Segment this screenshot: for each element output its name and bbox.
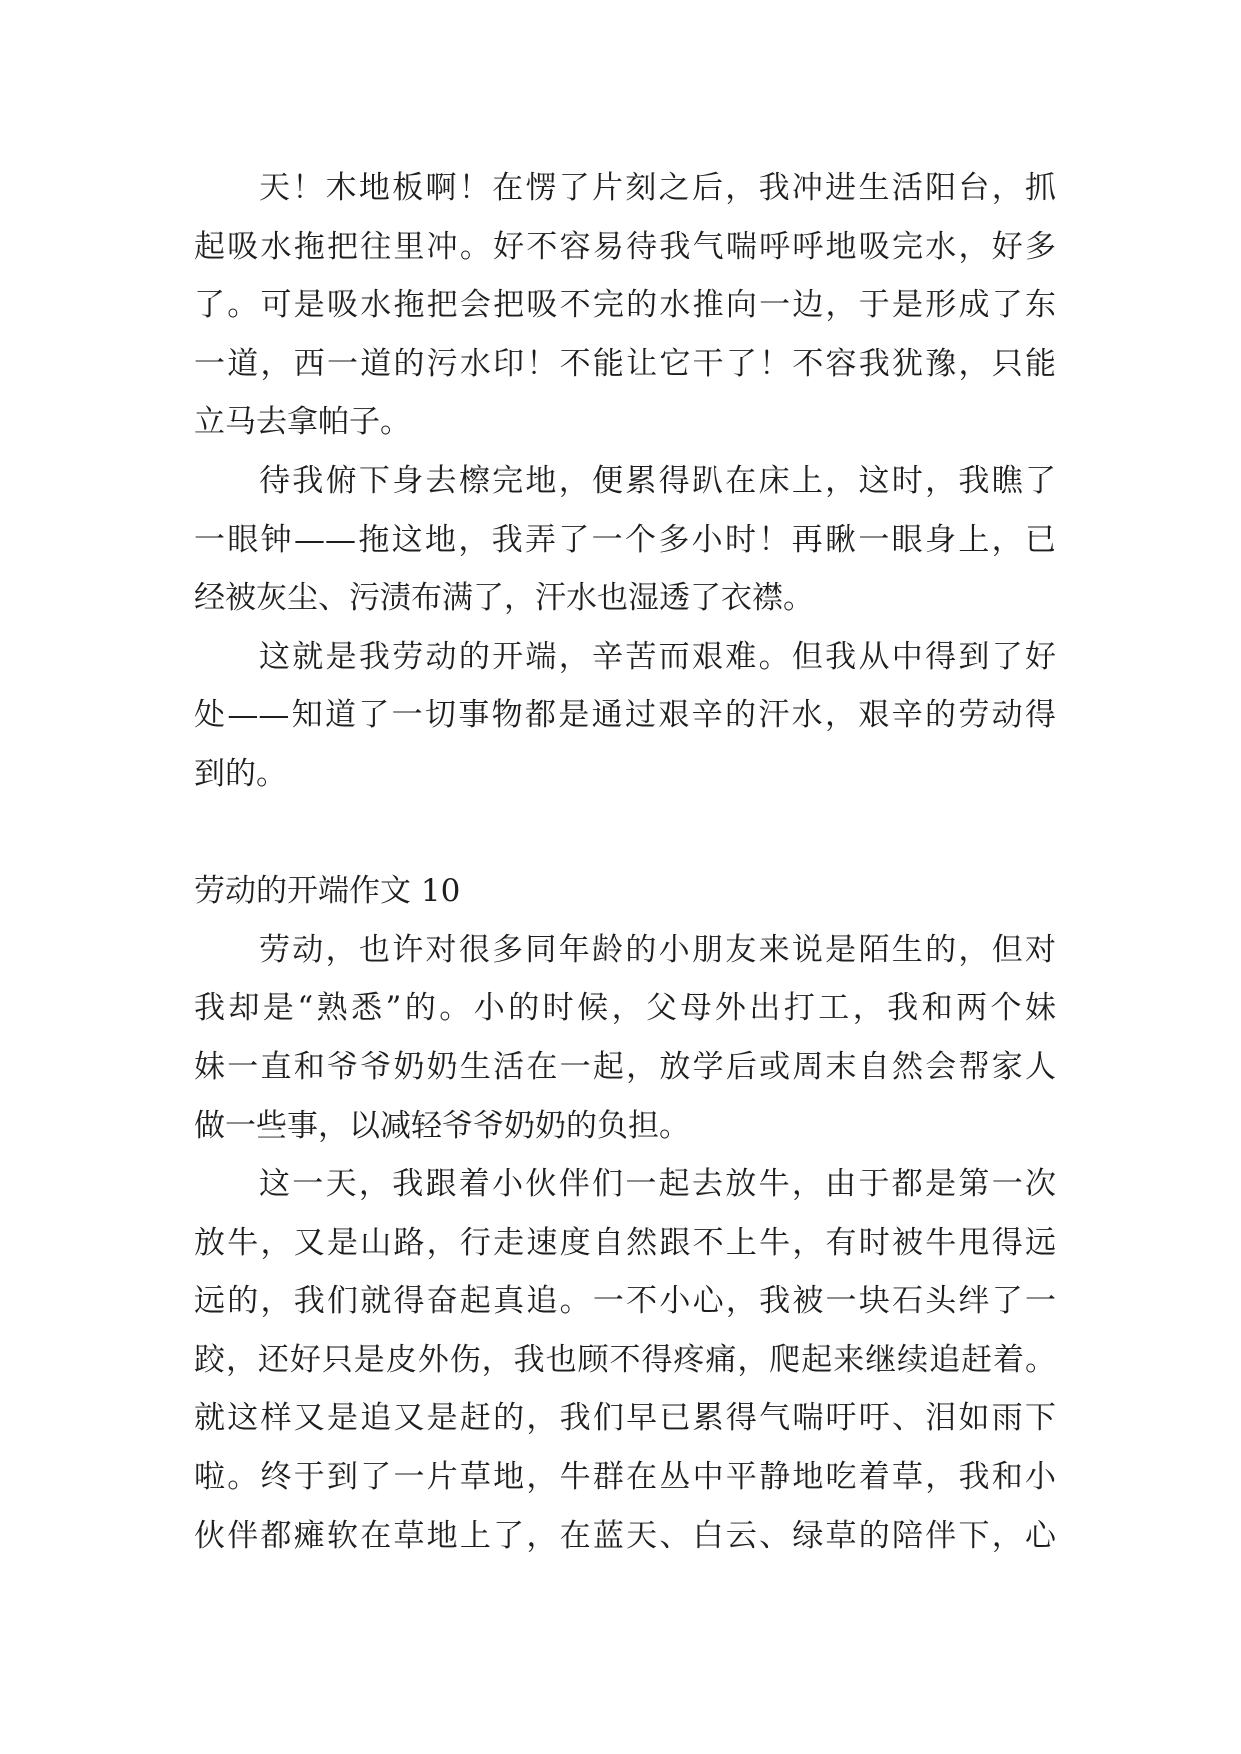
paragraph: [194, 628, 1056, 804]
text-line: 我却是“熟悉”的。小的时候，父母外出打工，我和两个妹: [194, 990, 1056, 1027]
body-text: [194, 159, 1056, 1565]
text-line: 做一些事，以减轻爷爷奶奶的负担。: [194, 1107, 690, 1144]
text-line: 到的。: [194, 755, 287, 792]
paragraph: [194, 159, 1056, 452]
text-line: 伙伴都瘫软在草地上了，在蓝天、白云、绿草的陪伴下，心: [194, 1517, 1056, 1554]
text-line: 远的，我们就得奋起真追。一不小心，我被一块石头绊了一: [194, 1283, 1056, 1320]
text-line: 妹一直和爷爷奶奶生活在一起，放学后或周末自然会帮家人: [194, 1048, 1056, 1085]
text-line: 了。可是吸水拖把会把吸不完的水推向一边，于是形成了东: [194, 287, 1056, 324]
text-line: 放牛，又是山路，行走速度自然跟不上牛，有时被牛甩得远: [194, 1224, 1056, 1261]
text-line: 起吸水拖把往里冲。好不容易待我气喘呼呼地吸完水，好多: [194, 228, 1056, 265]
text-line: 立马去拿帕子。: [194, 404, 411, 441]
text-line: 就这样又是追又是赶的，我们早已累得气喘吁吁、泪如雨下: [194, 1400, 1056, 1437]
paragraph: [194, 1155, 1056, 1565]
paragraph: [194, 452, 1056, 628]
text-line: 待我俯下身去檫完地，便累得趴在床上，这时，我瞧了: [259, 462, 1056, 499]
text-line: 一眼钟——拖这地，我弄了一个多小时！再瞅一眼身上，已: [194, 521, 1056, 558]
text-line: 经被灰尘、污渍布满了，汗水也湿透了衣襟。: [194, 580, 814, 617]
text-line: 这就是我劳动的开端，辛苦而艰难。但我从中得到了好: [259, 638, 1056, 675]
blank-line: [194, 804, 1056, 863]
text-line: 啦。终于到了一片草地，牛群在丛中平静地吃着草，我和小: [194, 1459, 1056, 1496]
text-line: 天！木地板啊！在愣了片刻之后，我冲进生活阳台，抓: [259, 170, 1056, 206]
text-line: 这一天，我跟着小伙伴们一起去放牛，由于都是第一次: [259, 1166, 1056, 1203]
paragraph: [194, 921, 1056, 1155]
text-line: 跤，还好只是皮外伤，我也顾不得疼痛，爬起来继续追赶着。: [194, 1341, 1056, 1378]
essay-title: 劳动的开端作文 10: [194, 873, 461, 910]
text-line: 处——知道了一切事物都是通过艰辛的汗水，艰辛的劳动得: [194, 697, 1056, 734]
text-line: 一道，西一道的污水印！不能让它干了！不容我犹豫，只能: [194, 345, 1056, 382]
text-line: 劳动，也许对很多同年龄的小朋友来说是陌生的，但对: [259, 931, 1056, 968]
